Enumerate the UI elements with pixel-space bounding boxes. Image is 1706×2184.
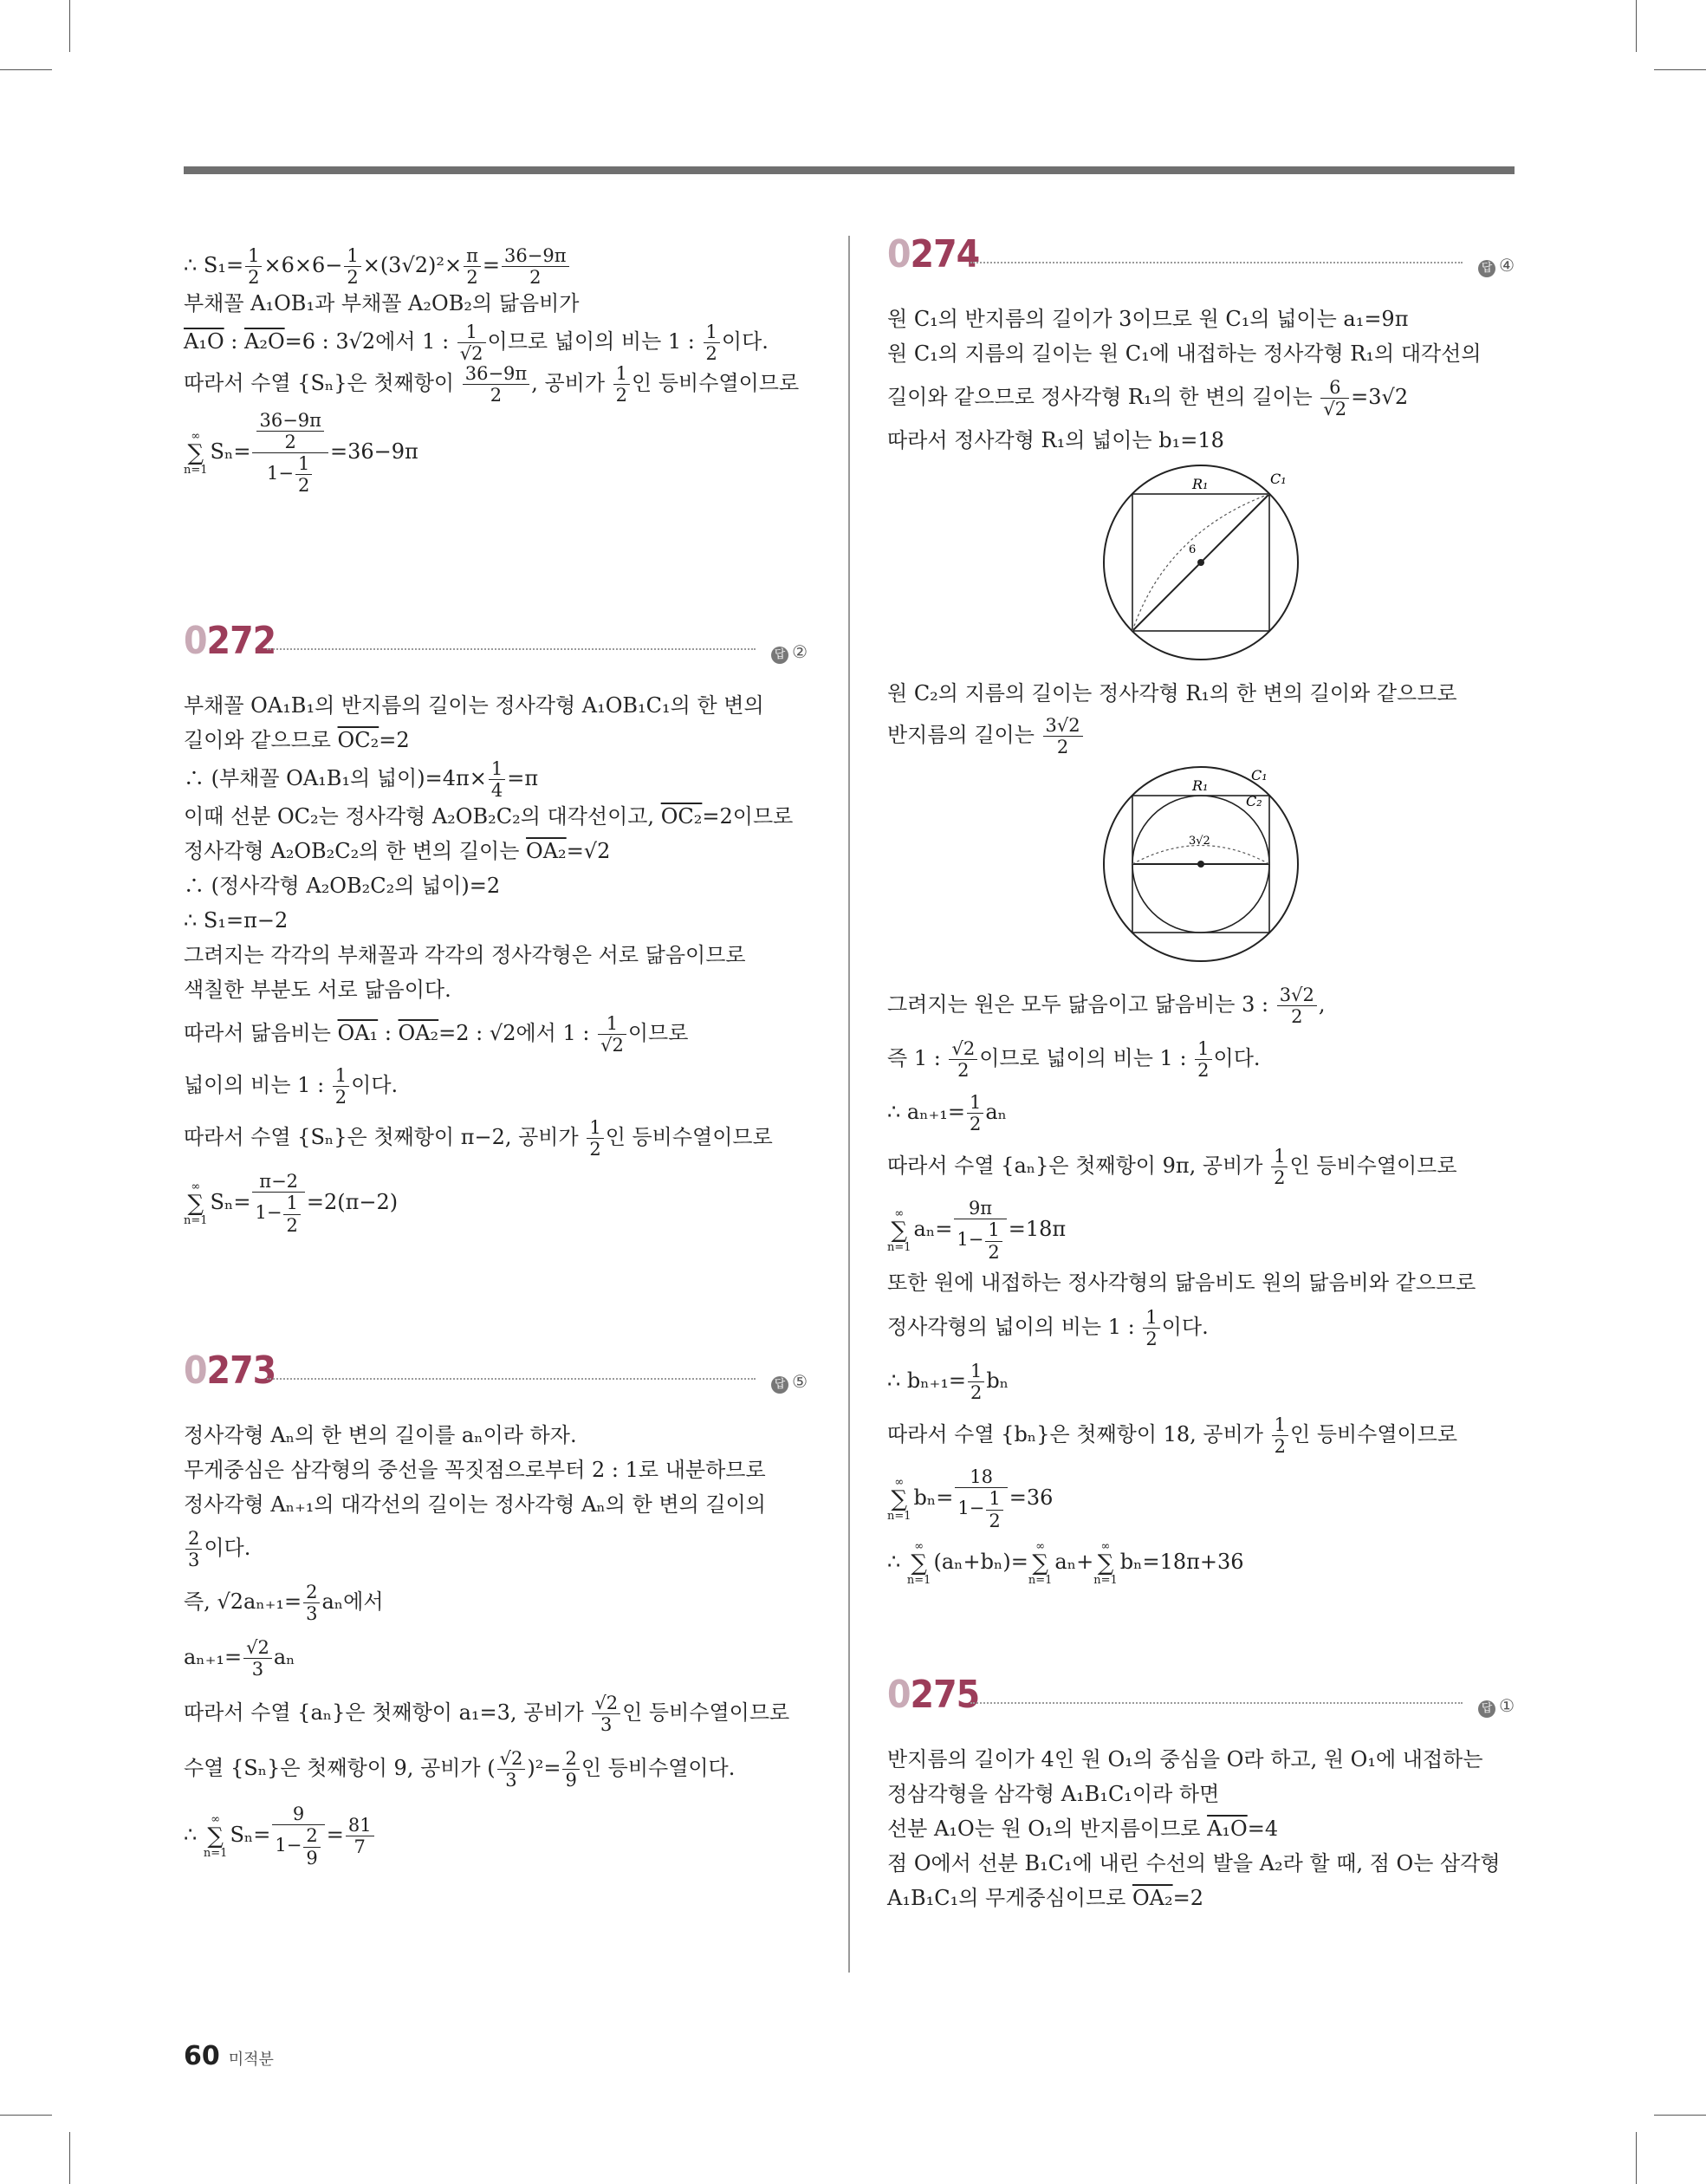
crop-mark [1654,2115,1706,2116]
dotted-rule [267,1378,756,1380]
solution-line: 넓이의 비는 1 : $\frac{1}{2}$ 이다. [184,1064,399,1108]
solution-line: 따라서 닮음비는 OA₁ : OA₂=2 : √2에서 1 : $\frac{1}{√2}$ 이므로 [184,1012,689,1056]
solution-line: 그려지는 원은 모두 닮음이고 닮음비는 3 : $\frac{3√2}{2}$ , [887,984,1326,1027]
crop-mark [69,0,70,52]
circle-square-figure-1 [1097,463,1305,662]
solution-line: ∞ ∑ n=1bₙ= 18 1− $\frac{1}{2}$ =36 [887,1466,1054,1531]
solution-line: A₁B₁C₁의 무게중심이므로 OA₂=2 [887,1886,1203,1910]
problem-header-0272 [184,621,808,673]
solution-line: 길이와 같으므로 OC₂=2 [184,728,410,752]
square-label: R₁ [1192,476,1209,492]
answer-label: 답 ② [771,634,808,669]
circle-square-figure-2 [1097,764,1305,964]
answer-label: 답 ⑤ [771,1364,808,1399]
crop-mark [0,69,52,70]
solution-line: ∴ S₁= $\frac{1}{2}$ ×6×6− $\frac{1}{2}$ ×(3√2)²× $\frac{\pi}{2}$ = $\frac{36-9\pi}{2}$ [184,244,808,286]
solution-line: 원 C₂의 지름의 길이는 정사각형 R₁의 한 변의 길이와 같으므로 [887,681,1457,705]
solution-line: 따라서 수열 {Sₙ}은 첫째항이 $\frac{36-9\pi}{2}$ , 공비가 $\frac{1}{2}$ 인 등비수열이므로 [184,362,800,406]
crop-mark [1636,0,1637,52]
sum-symbol: ∞ ∑ n=1 [887,1475,911,1523]
dotted-rule [970,262,1463,263]
solution-line: 따라서 정사각형 R₁의 넓이는 b₁=18 [887,428,1224,452]
sum-symbol: ∞ ∑ n=1 [184,429,208,477]
solution-line: ∴ bₙ₊₁= $\frac{1}{2}$ bₙ [887,1360,1009,1403]
problem-number: 0275 [887,1673,980,1717]
crop-mark [69,2132,70,2184]
page-number: 60 [184,2041,220,2071]
solution-line: 반지름의 길이는 $\frac{3√2}{2}$ [887,711,1515,759]
length-label: 3√2 [1189,835,1210,848]
solution-line: 정사각형 Aₙ₊₁의 대각선의 길이는 정사각형 Aₙ의 한 변의 길이의 [184,1492,766,1517]
problem-number: 0273 [184,1349,276,1393]
subject-label: 미적분 [228,2051,274,2069]
solution-line: ∴ aₙ₊₁= $\frac{1}{2}$ aₙ [887,1091,1008,1134]
solution-line: 무게중심은 삼각형의 중선을 꼭짓점으로부터 2 : 1로 내분하므로 [184,1458,766,1482]
solution-line: A₁O : A₂O=6 : 3√2에서 1 : $\frac{1}{√2}$ 이므로 넓이의 비는 1 : $\frac{1}{2}$ 이다. [184,321,769,364]
header-rule [184,166,1515,174]
solution-line: 수열 {Sₙ}은 첫째항이 9, 공비가 ( $\frac{√2}{3}$ )²= $\frac{2}{9}$ 인 등비수열이다. [184,1747,736,1791]
solution-line: 그려지는 각각의 부채꼴과 각각의 정사각형은 서로 닮음이므로 [184,943,746,967]
sum-symbol: ∞ ∑ n=1 [1093,1539,1118,1587]
right-column [887,232,1515,1915]
solution-line: 부채꼴 OA₁B₁의 반지름의 길이는 정사각형 A₁OB₁C₁의 한 변의 [184,693,764,718]
solution-line: 따라서 수열 {Sₙ}은 첫째항이 π−2, 공비가 $\frac{1}{2}$ 인 등비수열이므로 [184,1116,773,1160]
solution-line: 정삼각형을 삼각형 A₁B₁C₁이라 하면 [887,1782,1220,1806]
solution-line: 정사각형 Aₙ의 한 변의 길이를 aₙ이라 하자. [184,1423,577,1447]
sum-symbol: ∞ ∑ n=1 [1028,1539,1053,1587]
answer-badge-icon: 답 [771,1376,788,1394]
solution-line: 색칠한 부분도 서로 닮음이다. [184,978,451,1002]
circle-label: C₁ [1251,767,1268,783]
solution-line: 따라서 수열 {bₙ}은 첫째항이 18, 공비가 $\frac{1}{2}$ 인 등비수열이므로 [887,1414,1458,1457]
sum-symbol: ∞ ∑ n=1 [906,1539,931,1587]
dotted-rule [267,648,756,650]
solution-line: $\frac{2}{3}$ 이다. [184,1522,808,1574]
problem-number: 0272 [184,619,276,663]
problem-number: 0274 [887,232,980,276]
circle-label: C₂ [1246,793,1262,809]
solution-line: ∴ ∞ ∑ n=1Sₙ= 9 1− $\frac{2}{9}$ = $\frac{81}{7}$ [184,1796,808,1874]
problem-header-0273 [184,1350,808,1402]
solution-line: 부채꼴 A₁OB₁과 부채꼴 A₂OB₂의 닮음비가 [184,291,580,315]
solution-line: ∴ S₁=π−2 [184,908,289,933]
solution-line: 따라서 수열 {aₙ}은 첫째항이 a₁=3, 공비가 $\frac{√2}{3}$ 인 등비수열이므로 [184,1692,790,1735]
sum-symbol: ∞ ∑ n=1 [184,1180,208,1227]
solution-line: 따라서 수열 {aₙ}은 첫째항이 9π, 공비가 $\frac{1}{2}$ 인 등비수열이므로 [887,1145,1457,1188]
solution-line: 길이와 같으므로 정사각형 R₁의 한 변의 길이는 $\frac{6}{√2}$ =3√2 [887,376,1409,419]
problem-header-0275 [887,1674,1515,1726]
square-label: R₁ [1192,777,1209,794]
solution-line: ∞ ∑ n=1Sₙ= π−2 1− $\frac{1}{2}$ =2(π−2) [184,1171,399,1236]
solution-line: 즉, √2aₙ₊₁= $\frac{2}{3}$ aₙ에서 [184,1581,384,1624]
crop-mark [1654,69,1706,70]
solution-line: 즉 1 : $\frac{√2}{2}$ 이므로 넓이의 비는 1 : $\frac{1}{2}$ 이다. [887,1037,1261,1081]
solution-line: 정사각형 A₂OB₂C₂의 한 변의 길이는 OA₂=√2 [184,839,611,863]
solution-line: 원 C₁의 지름의 길이는 원 C₁에 내접하는 정사각형 R₁의 대각선의 [887,341,1482,366]
answer-badge-icon: 답 [771,647,788,664]
answer-badge-icon: 답 [1478,1700,1495,1718]
solution-line: 또한 원에 내접하는 정사각형의 닮음비도 원의 닮음비와 같으므로 [887,1271,1476,1295]
column-divider [848,236,850,1973]
solution-line: ∞ ∑ n=1aₙ= 9π 1− $\frac{1}{2}$ =18π [887,1198,1067,1263]
circle-label: C₁ [1270,471,1287,487]
sum-symbol: ∞ ∑ n=1 [887,1206,911,1254]
solution-line: 선분 A₁O는 원 O₁의 반지름이므로 A₁O=4 [887,1817,1279,1841]
solution-line: 원 C₁의 반지름의 길이가 3이므로 원 C₁의 넓이는 a₁=9π [887,307,1409,331]
solution-line: ∴ (부채꼴 OA₁B₁의 넓이)=4π× $\frac{1}{4}$ =π [184,757,539,801]
page-footer [184,2041,274,2071]
crop-mark [1636,2132,1637,2184]
crop-mark [0,2115,52,2116]
answer-badge-icon: 답 [1478,260,1495,277]
left-column [184,244,808,1874]
sum-symbol: ∞ ∑ n=1 [203,1812,228,1860]
dotted-rule [970,1702,1463,1704]
solution-line: 정사각형의 넓이의 비는 1 : $\frac{1}{2}$ 이다. [887,1306,1209,1349]
solution-line: ∴ ∞ ∑ n=1(aₙ+bₙ)=∞ ∑ n=1aₙ+∞ ∑ n=1bₙ=18π+36 [887,1539,1244,1587]
problem-header-0274 [887,234,1515,286]
solution-line: ∴ (정사각형 A₂OB₂C₂의 넓이)=2 [184,874,501,898]
answer-label: 답 ① [1478,1688,1515,1723]
solution-line: 반지름의 길이가 4인 원 O₁의 중심을 O라 하고, 원 O₁에 내접하는 [887,1747,1483,1771]
solution-line: 이때 선분 OC₂는 정사각형 A₂OB₂C₂의 대각선이고, OC₂=2이므로 [184,804,794,829]
solution-line: aₙ₊₁= $\frac{√2}{3}$ aₙ [184,1636,295,1680]
solution-line: 점 O에서 선분 B₁C₁에 내린 수선의 발을 A₂라 할 때, 점 O는 삼각형 [887,1851,1501,1875]
answer-label: 답 ④ [1478,248,1515,283]
length-label: 6 [1189,543,1197,556]
solution-line: ∞ ∑ n=1Sₙ= $\frac{36-9\pi}{2}$ 1− $\frac{1}{2}$ =36−9π [184,409,418,497]
